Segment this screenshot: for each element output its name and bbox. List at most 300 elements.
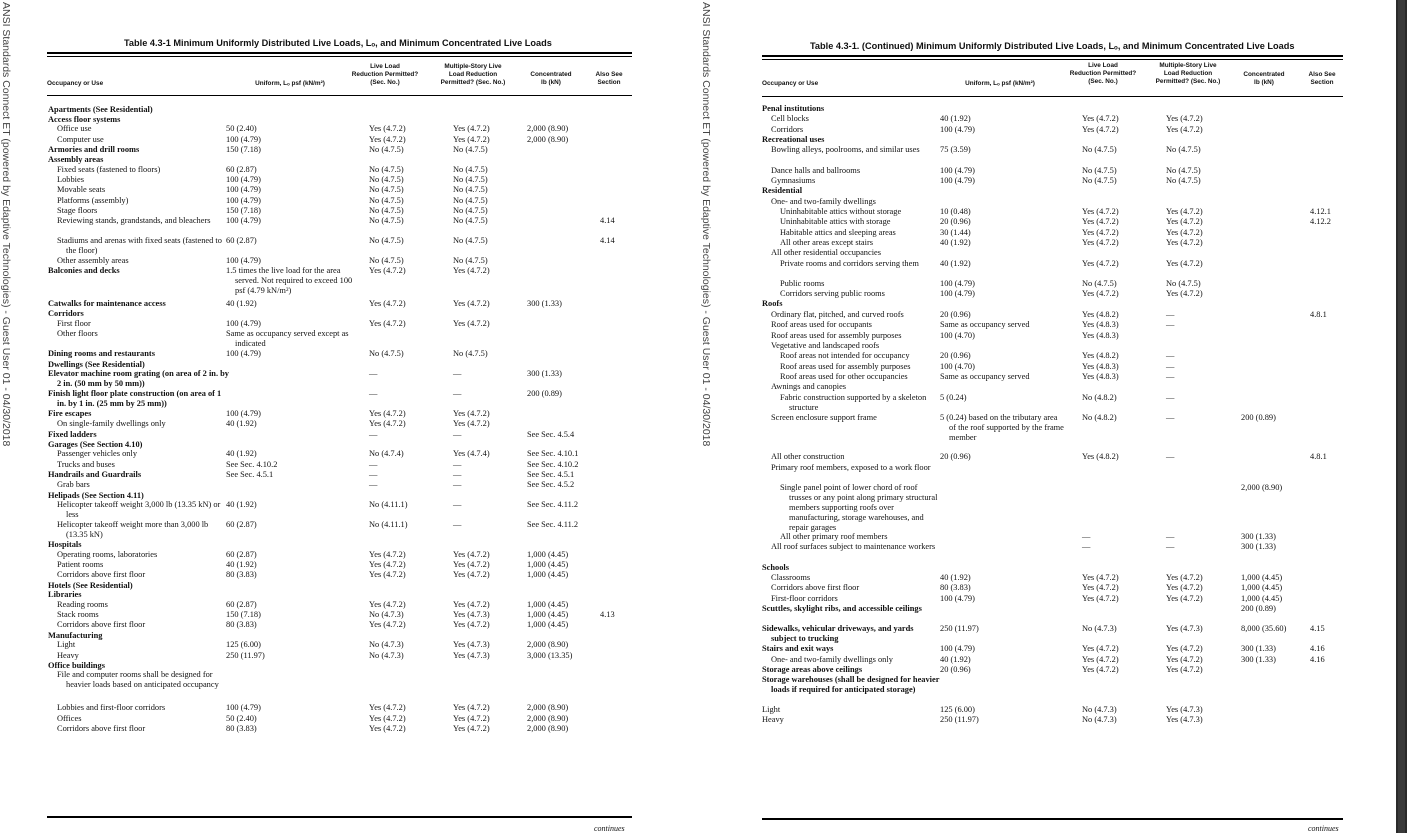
occupancy-cell: Access floor systems bbox=[48, 114, 121, 124]
table-row bbox=[700, 114, 1390, 124]
uniform-cell: 100 (4.79) bbox=[226, 703, 261, 713]
table-row bbox=[0, 581, 690, 591]
occupancy-cell: Catwalks for maintenance access bbox=[48, 299, 166, 309]
table-row bbox=[700, 145, 1390, 165]
top-rule-2 bbox=[47, 56, 632, 57]
table-row bbox=[0, 155, 690, 165]
table-row bbox=[700, 135, 1390, 145]
live-load-reduction-cell: No (4.7.5) bbox=[369, 164, 404, 174]
table-row bbox=[700, 228, 1390, 238]
table-row bbox=[0, 651, 690, 661]
table-row bbox=[700, 542, 1390, 562]
occupancy-cell: All other construction bbox=[771, 452, 845, 462]
occupancy-cell: Movable seats bbox=[57, 185, 106, 195]
table-row bbox=[0, 409, 690, 419]
table-row bbox=[700, 372, 1390, 382]
occupancy-cell: Heavy bbox=[57, 650, 79, 660]
occupancy-cell: Hotels (See Residential) bbox=[48, 580, 133, 590]
multistory-reduction-cell: — bbox=[1166, 351, 1175, 361]
multistory-reduction-cell: — bbox=[453, 369, 462, 379]
table-row bbox=[0, 175, 690, 185]
multistory-reduction-cell: — bbox=[453, 480, 462, 490]
table-row bbox=[700, 382, 1390, 392]
concentrated-load-cell: 300 (1.33) bbox=[1241, 644, 1276, 654]
concentrated-load-cell: 300 (1.33) bbox=[1241, 654, 1276, 664]
also-see-cell: 4.13 bbox=[600, 610, 615, 619]
live-load-reduction-cell: No (4.7.5) bbox=[369, 349, 404, 359]
live-load-reduction-cell: Yes (4.8.2) bbox=[1082, 452, 1119, 462]
table-row bbox=[700, 413, 1390, 452]
uniform-cell: 100 (4.79) bbox=[226, 349, 261, 359]
table-row bbox=[700, 176, 1390, 186]
live-load-reduction-cell: Yes (4.7.2) bbox=[369, 703, 406, 713]
uniform-cell: 20 (0.96) bbox=[940, 217, 971, 227]
occupancy-cell: Fire escapes bbox=[48, 408, 92, 418]
live-load-reduction-cell: No (4.8.2) bbox=[1082, 392, 1117, 402]
multistory-reduction-cell: Yes (4.7.2) bbox=[453, 319, 490, 328]
multistory-reduction-cell: Yes (4.7.2) bbox=[453, 419, 490, 429]
scrollbar-thumb[interactable] bbox=[1398, 0, 1405, 833]
live-load-reduction-cell: — bbox=[369, 459, 378, 469]
multistory-reduction-cell: Yes (4.7.2) bbox=[1166, 258, 1203, 268]
occupancy-cell: Habitable attics and sleeping areas bbox=[780, 227, 896, 237]
uniform-cell: 60 (2.87) bbox=[226, 520, 257, 530]
multistory-reduction-cell: — bbox=[1166, 392, 1175, 402]
occupancy-cell: Roof areas used for assembly purposes bbox=[780, 361, 911, 371]
watermark-sidenote: ANSI Standards Connect ET (powered by Edaptive Technologies) - Guest User 01 - 04/30/2018 bbox=[700, 2, 712, 447]
live-load-reduction-cell: No (4.8.2) bbox=[1082, 412, 1117, 422]
concentrated-load-cell: 1,000 (4.45) bbox=[1241, 593, 1283, 603]
table-row bbox=[700, 320, 1390, 330]
uniform-cell: 100 (4.79) bbox=[226, 195, 261, 205]
occupancy-cell: Single panel point of lower chord of roof trusses or any point along primary structural members supporting roofs over manufacturing, storage warehouses, and repair garages bbox=[780, 482, 938, 532]
multistory-reduction-cell: No (4.7.5) bbox=[1166, 278, 1201, 288]
multistory-reduction-cell: Yes (4.7.2) bbox=[453, 620, 490, 630]
uniform-cell: 100 (4.79) bbox=[940, 124, 975, 134]
uniform-cell: 20 (0.96) bbox=[940, 351, 971, 361]
occupancy-cell: Awnings and canopies bbox=[771, 382, 847, 392]
occupancy-cell: Dining rooms and restaurants bbox=[48, 349, 155, 359]
occupancy-cell: Fixed ladders bbox=[48, 429, 97, 439]
occupancy-cell: Armories and drill rooms bbox=[48, 144, 140, 154]
live-load-reduction-cell: Yes (4.7.2) bbox=[369, 570, 406, 580]
table-row bbox=[700, 186, 1390, 196]
live-load-reduction-cell: Yes (4.7.2) bbox=[369, 124, 406, 134]
table-row bbox=[0, 540, 690, 550]
uniform-cell: 80 (3.83) bbox=[226, 570, 257, 580]
uniform-cell: 100 (4.79) bbox=[940, 644, 975, 654]
uniform-cell: Same as occupancy served except as indicated bbox=[226, 329, 349, 349]
concentrated-load-cell: See Sec. 4.5.2 bbox=[527, 480, 575, 490]
multistory-reduction-cell: No (4.7.5) bbox=[453, 185, 488, 195]
table-row bbox=[0, 105, 690, 115]
occupancy-cell: Office buildings bbox=[48, 660, 106, 670]
occupancy-cell: Garages (See Section 4.10) bbox=[48, 439, 143, 449]
live-load-reduction-cell: No (4.11.1) bbox=[369, 520, 408, 530]
occupancy-cell: Uninhabitable attics without storage bbox=[780, 206, 902, 216]
header-rule bbox=[762, 96, 1343, 97]
table-row bbox=[700, 715, 1390, 725]
table-row bbox=[700, 594, 1390, 604]
uniform-cell: 40 (1.92) bbox=[940, 258, 971, 268]
table-row bbox=[0, 165, 690, 175]
uniform-cell: 75 (3.59) bbox=[940, 145, 971, 155]
bottom-rule bbox=[762, 818, 1343, 820]
uniform-cell: 100 (4.79) bbox=[940, 289, 975, 299]
concentrated-load-cell: 1,000 (4.45) bbox=[527, 570, 569, 580]
uniform-cell: 60 (2.87) bbox=[226, 164, 257, 174]
header-also-see: Also See Section bbox=[1308, 71, 1336, 86]
concentrated-load-cell: 300 (1.33) bbox=[527, 299, 562, 309]
table-row bbox=[0, 206, 690, 216]
also-see-cell: 4.8.1 bbox=[1310, 309, 1327, 319]
concentrated-load-cell: 300 (1.33) bbox=[1241, 532, 1276, 542]
live-load-reduction-cell: Yes (4.8.3) bbox=[1082, 330, 1119, 340]
uniform-cell: 125 (6.00) bbox=[940, 705, 975, 715]
uniform-cell: 80 (3.83) bbox=[226, 620, 257, 630]
table-row bbox=[700, 624, 1390, 644]
header-llr: Live Load Reduction Permitted? (Sec. No.) bbox=[351, 63, 419, 86]
live-load-reduction-cell: No (4.7.5) bbox=[369, 175, 404, 184]
concentrated-load-cell: 8,000 (35.60) bbox=[1241, 624, 1287, 634]
occupancy-cell: Corridors above first floor bbox=[57, 723, 146, 733]
uniform-cell: 40 (1.92) bbox=[226, 500, 257, 510]
multistory-reduction-cell: Yes (4.7.3) bbox=[1166, 715, 1203, 725]
live-load-reduction-cell: No (4.7.5) bbox=[369, 216, 404, 226]
occupancy-cell: Offices bbox=[57, 713, 82, 723]
page-gutter bbox=[690, 0, 700, 833]
occupancy-cell: Reviewing stands, grandstands, and bleachers bbox=[57, 216, 211, 226]
multistory-reduction-cell: — bbox=[453, 520, 462, 530]
uniform-cell: See Sec. 4.10.2 bbox=[226, 459, 278, 469]
multistory-reduction-cell: Yes (4.7.2) bbox=[453, 713, 490, 723]
table-row bbox=[700, 665, 1390, 675]
table-row bbox=[0, 610, 690, 620]
table-row bbox=[700, 563, 1390, 573]
multistory-reduction-cell: Yes (4.7.2) bbox=[453, 559, 490, 569]
concentrated-load-cell: 3,000 (13.35) bbox=[527, 650, 573, 660]
multistory-reduction-cell: — bbox=[1166, 361, 1175, 371]
table-row bbox=[0, 440, 690, 450]
occupancy-cell: Roof areas used for other occupancies bbox=[780, 371, 908, 381]
uniform-cell: 100 (4.79) bbox=[226, 216, 261, 226]
uniform-cell: 1.5 times the live load for the area served. Not required to exceed 100 psf (4.79 kN/m²) bbox=[226, 266, 353, 296]
occupancy-cell: Dance halls and ballrooms bbox=[771, 165, 861, 175]
concentrated-load-cell: 2,000 (8.90) bbox=[527, 640, 569, 650]
top-rule-2 bbox=[762, 59, 1343, 60]
live-load-reduction-cell: No (4.7.3) bbox=[1082, 624, 1117, 634]
live-load-reduction-cell: No (4.7.3) bbox=[369, 640, 404, 650]
multistory-reduction-cell: Yes (4.7.3) bbox=[1166, 624, 1203, 634]
multistory-reduction-cell: Yes (4.7.2) bbox=[453, 299, 490, 309]
concentrated-load-cell: 2,000 (8.90) bbox=[527, 713, 569, 723]
uniform-cell: 80 (3.83) bbox=[940, 583, 971, 593]
table-row bbox=[0, 266, 690, 295]
uniform-cell: 40 (1.92) bbox=[226, 559, 257, 569]
live-load-reduction-cell: No (4.7.5) bbox=[1082, 175, 1117, 185]
table-row bbox=[0, 670, 690, 699]
live-load-reduction-cell: Yes (4.8.2) bbox=[1082, 351, 1119, 361]
multistory-reduction-cell: — bbox=[1166, 532, 1175, 542]
multistory-reduction-cell: Yes (4.7.2) bbox=[453, 703, 490, 713]
occupancy-cell: Manufacturing bbox=[48, 630, 103, 640]
occupancy-cell: Corridors bbox=[48, 309, 84, 319]
table-row bbox=[700, 331, 1390, 341]
table-row bbox=[700, 604, 1390, 624]
occupancy-cell: Other assembly areas bbox=[57, 256, 129, 265]
uniform-cell: 100 (4.70) bbox=[940, 330, 975, 340]
table-row bbox=[700, 341, 1390, 351]
concentrated-load-cell: 300 (1.33) bbox=[1241, 542, 1276, 552]
live-load-reduction-cell: Yes (4.7.2) bbox=[1082, 206, 1119, 216]
live-load-reduction-cell: — bbox=[369, 389, 378, 398]
header-occupancy: Occupancy or Use bbox=[47, 80, 104, 87]
bottom-rule bbox=[47, 816, 632, 818]
occupancy-cell: Storage areas above ceilings bbox=[762, 664, 863, 674]
occupancy-cell: Operating rooms, laboratories bbox=[57, 549, 158, 559]
occupancy-cell: Office use bbox=[57, 124, 92, 134]
occupancy-cell: Private rooms and corridors serving them bbox=[780, 258, 919, 268]
also-see-cell: 4.14 bbox=[600, 236, 615, 246]
table-row bbox=[0, 236, 690, 255]
live-load-reduction-cell: — bbox=[369, 369, 378, 379]
uniform-cell: 80 (3.83) bbox=[226, 723, 257, 733]
table-row bbox=[0, 449, 690, 459]
concentrated-load-cell: 1,000 (4.45) bbox=[527, 559, 569, 569]
uniform-cell: 50 (2.40) bbox=[226, 124, 257, 134]
occupancy-cell: Uninhabitable attics with storage bbox=[780, 217, 891, 227]
table-row bbox=[0, 299, 690, 309]
concentrated-load-cell: See Sec. 4.5.4 bbox=[527, 429, 575, 439]
occupancy-cell: Handrails and Guardrails bbox=[48, 470, 142, 479]
occupancy-cell: Corridors above first floor bbox=[57, 620, 146, 630]
header-uniform: Uniform, Lₒ psf (kN/m²) bbox=[965, 80, 1035, 87]
multistory-reduction-cell: Yes (4.7.2) bbox=[1166, 289, 1203, 299]
occupancy-cell: Screen enclosure support frame bbox=[771, 412, 877, 422]
concentrated-load-cell: 2,000 (8.90) bbox=[527, 703, 569, 713]
live-load-reduction-cell: No (4.7.5) bbox=[1082, 145, 1117, 155]
concentrated-load-cell: See Sec. 4.5.1 bbox=[527, 470, 575, 479]
also-see-cell: 4.12.2 bbox=[1310, 217, 1331, 227]
uniform-cell: 40 (1.92) bbox=[226, 449, 257, 459]
live-load-reduction-cell: No (4.7.5) bbox=[1082, 165, 1117, 175]
table-row bbox=[0, 124, 690, 134]
occupancy-cell: All other residential occupancies bbox=[771, 248, 881, 258]
multistory-reduction-cell: Yes (4.7.3) bbox=[453, 650, 490, 660]
also-see-cell: 4.16 bbox=[1310, 654, 1325, 664]
live-load-reduction-cell: No (4.7.3) bbox=[1082, 715, 1117, 725]
multistory-reduction-cell: Yes (4.7.2) bbox=[453, 570, 490, 580]
live-load-reduction-cell: No (4.7.5) bbox=[369, 256, 404, 265]
concentrated-load-cell: 2,000 (8.90) bbox=[527, 134, 569, 144]
table-row bbox=[0, 470, 690, 480]
occupancy-cell: Ordinary flat, pitched, and curved roofs bbox=[771, 309, 904, 319]
uniform-cell: 60 (2.87) bbox=[226, 236, 257, 246]
concentrated-load-cell: See Sec. 4.10.2 bbox=[527, 459, 579, 469]
live-load-reduction-cell: Yes (4.7.2) bbox=[1082, 289, 1119, 299]
table-row bbox=[0, 369, 690, 388]
multistory-reduction-cell: — bbox=[453, 429, 462, 439]
uniform-cell: 20 (0.96) bbox=[940, 452, 971, 462]
also-see-cell: 4.8.1 bbox=[1310, 452, 1327, 462]
table-row bbox=[700, 675, 1390, 704]
table-row bbox=[700, 351, 1390, 361]
live-load-reduction-cell: No (4.7.4) bbox=[369, 449, 404, 459]
uniform-cell: 100 (4.79) bbox=[940, 165, 975, 175]
live-load-reduction-cell: — bbox=[369, 480, 378, 490]
table-row bbox=[700, 393, 1390, 413]
live-load-reduction-cell: No (4.7.5) bbox=[1082, 278, 1117, 288]
multistory-reduction-cell: Yes (4.7.2) bbox=[1166, 654, 1203, 664]
table-row bbox=[700, 452, 1390, 462]
occupancy-cell: Schools bbox=[762, 562, 789, 572]
live-load-reduction-cell: Yes (4.7.2) bbox=[369, 549, 406, 559]
uniform-cell: 150 (7.18) bbox=[226, 610, 261, 619]
occupancy-cell: Bowling alleys, poolrooms, and similar uses bbox=[771, 145, 920, 155]
uniform-cell: 150 (7.18) bbox=[226, 205, 261, 215]
occupancy-cell: Apartments (See Residential) bbox=[48, 105, 153, 114]
occupancy-cell: First floor bbox=[57, 319, 91, 328]
multistory-reduction-cell: — bbox=[453, 500, 462, 510]
header-concentrated: Concentrated lb (kN) bbox=[1243, 71, 1285, 86]
multistory-reduction-cell: — bbox=[1166, 542, 1175, 552]
live-load-reduction-cell: Yes (4.7.2) bbox=[369, 319, 406, 328]
multistory-reduction-cell: Yes (4.7.4) bbox=[453, 449, 490, 459]
multistory-reduction-cell: No (4.7.5) bbox=[453, 175, 488, 184]
table-row bbox=[700, 532, 1390, 542]
header-ms: Multiple-Story Live Load Reduction Permitted? (Sec. No.) bbox=[440, 63, 506, 86]
live-load-reduction-cell: Yes (4.7.2) bbox=[369, 408, 406, 418]
occupancy-cell: Stairs and exit ways bbox=[762, 644, 834, 654]
occupancy-cell: Gymnasiums bbox=[771, 175, 816, 185]
live-load-reduction-cell: No (4.7.5) bbox=[369, 195, 404, 205]
uniform-cell: 40 (1.92) bbox=[226, 419, 257, 429]
multistory-reduction-cell: No (4.7.5) bbox=[453, 164, 488, 174]
occupancy-cell: Patient rooms bbox=[57, 559, 104, 569]
table-row bbox=[0, 620, 690, 630]
concentrated-load-cell: 1,000 (4.45) bbox=[527, 599, 569, 609]
live-load-reduction-cell: Yes (4.7.2) bbox=[369, 620, 406, 630]
table-row bbox=[0, 631, 690, 641]
live-load-reduction-cell: Yes (4.8.2) bbox=[1082, 309, 1119, 319]
multistory-reduction-cell: Yes (4.7.3) bbox=[1166, 705, 1203, 715]
occupancy-cell: File and computer rooms shall be designed for heavier loads based on anticipated occupancy bbox=[57, 670, 219, 690]
occupancy-cell: One- and two-family dwellings only bbox=[771, 654, 893, 664]
uniform-cell: 250 (11.97) bbox=[940, 715, 979, 725]
table-row bbox=[700, 299, 1390, 309]
table-row bbox=[0, 196, 690, 206]
multistory-reduction-cell: — bbox=[1166, 371, 1175, 381]
multistory-reduction-cell: — bbox=[453, 389, 462, 398]
multistory-reduction-cell: Yes (4.7.2) bbox=[1166, 593, 1203, 603]
live-load-reduction-cell: No (4.7.5) bbox=[369, 144, 404, 154]
live-load-reduction-cell: Yes (4.7.2) bbox=[1082, 227, 1119, 237]
table-row bbox=[700, 705, 1390, 715]
table-row bbox=[0, 185, 690, 195]
occupancy-cell: Public rooms bbox=[780, 278, 825, 288]
concentrated-load-cell: 1,000 (4.45) bbox=[527, 610, 569, 619]
occupancy-cell: Helicopter takeoff weight 3,000 lb (13.35 kN) or less bbox=[57, 500, 221, 520]
multistory-reduction-cell: — bbox=[1166, 309, 1175, 319]
live-load-reduction-cell: Yes (4.7.2) bbox=[1082, 124, 1119, 134]
live-load-reduction-cell: No (4.7.5) bbox=[369, 236, 404, 246]
table-row bbox=[700, 583, 1390, 593]
header-ms: Multiple-Story Live Load Reduction Permitted? (Sec. No.) bbox=[1155, 62, 1221, 85]
live-load-reduction-cell: Yes (4.7.2) bbox=[369, 559, 406, 569]
table-row bbox=[700, 655, 1390, 665]
occupancy-cell: Classrooms bbox=[771, 572, 811, 582]
concentrated-load-cell: 200 (0.89) bbox=[527, 389, 562, 398]
live-load-reduction-cell: Yes (4.7.2) bbox=[1082, 644, 1119, 654]
occupancy-cell: Roofs bbox=[762, 299, 783, 309]
occupancy-cell: Fixed seats (fastened to floors) bbox=[57, 164, 161, 174]
live-load-reduction-cell: Yes (4.7.2) bbox=[369, 599, 406, 609]
live-load-reduction-cell: Yes (4.7.2) bbox=[1082, 114, 1119, 124]
multistory-reduction-cell: No (4.7.5) bbox=[1166, 145, 1201, 155]
table-row bbox=[0, 145, 690, 155]
uniform-cell: 40 (1.92) bbox=[940, 654, 971, 664]
table-row bbox=[0, 360, 690, 370]
multistory-reduction-cell: Yes (4.7.2) bbox=[453, 723, 490, 733]
table-row bbox=[0, 135, 690, 145]
live-load-reduction-cell: Yes (4.7.2) bbox=[1082, 237, 1119, 247]
multistory-reduction-cell: No (4.7.5) bbox=[453, 144, 488, 154]
occupancy-cell: Storage warehouses (shall be designed for heavier loads if required for anticipated storage) bbox=[762, 675, 940, 695]
table-row bbox=[0, 520, 690, 539]
multistory-reduction-cell: Yes (4.7.2) bbox=[1166, 644, 1203, 654]
uniform-cell: 5 (0.24) bbox=[940, 392, 967, 402]
multistory-reduction-cell: — bbox=[1166, 412, 1175, 422]
live-load-reduction-cell: Yes (4.7.2) bbox=[369, 419, 406, 429]
multistory-reduction-cell: Yes (4.7.2) bbox=[1166, 114, 1203, 124]
multistory-reduction-cell: Yes (4.7.2) bbox=[1166, 237, 1203, 247]
uniform-cell: 100 (4.79) bbox=[226, 175, 261, 184]
header-also-see: Also See Section bbox=[595, 71, 623, 86]
multistory-reduction-cell: Yes (4.7.2) bbox=[1166, 124, 1203, 134]
table-row bbox=[700, 166, 1390, 176]
occupancy-cell: All other primary roof members bbox=[780, 532, 888, 542]
uniform-cell: 100 (4.79) bbox=[226, 134, 261, 144]
table-row bbox=[700, 644, 1390, 654]
uniform-cell: 125 (6.00) bbox=[226, 640, 261, 650]
table-row bbox=[0, 714, 690, 724]
occupancy-cell: Roof areas used for assembly purposes bbox=[771, 330, 902, 340]
table-row bbox=[700, 573, 1390, 583]
table-title: Table 4.3-1. (Continued) Minimum Uniformly Distributed Live Loads, Lₒ, and Minimum Concentrated Live Loads bbox=[810, 41, 1295, 51]
live-load-reduction-cell: Yes (4.7.2) bbox=[369, 723, 406, 733]
header-llr: Live Load Reduction Permitted? (Sec. No.) bbox=[1069, 62, 1137, 85]
table-row bbox=[700, 483, 1390, 532]
table-row bbox=[700, 248, 1390, 258]
uniform-cell: 40 (1.92) bbox=[940, 237, 971, 247]
table-row bbox=[700, 259, 1390, 279]
multistory-reduction-cell: Yes (4.7.2) bbox=[1166, 664, 1203, 674]
occupancy-cell: Stage floors bbox=[57, 205, 98, 215]
continues-note: continues bbox=[1308, 824, 1339, 833]
also-see-cell: 4.15 bbox=[1310, 624, 1325, 634]
top-rule bbox=[47, 52, 632, 54]
concentrated-load-cell: 300 (1.33) bbox=[527, 369, 562, 379]
table-row bbox=[700, 289, 1390, 299]
also-see-cell: 4.12.1 bbox=[1310, 206, 1331, 216]
occupancy-cell: Grab bars bbox=[57, 480, 90, 490]
occupancy-cell: Corridors serving public rooms bbox=[780, 289, 885, 299]
occupancy-cell: Platforms (assembly) bbox=[57, 195, 129, 205]
concentrated-load-cell: See Sec. 4.11.2 bbox=[527, 520, 579, 530]
table-row bbox=[0, 216, 690, 235]
uniform-cell: 60 (2.87) bbox=[226, 549, 257, 559]
occupancy-cell: Assembly areas bbox=[48, 155, 104, 165]
